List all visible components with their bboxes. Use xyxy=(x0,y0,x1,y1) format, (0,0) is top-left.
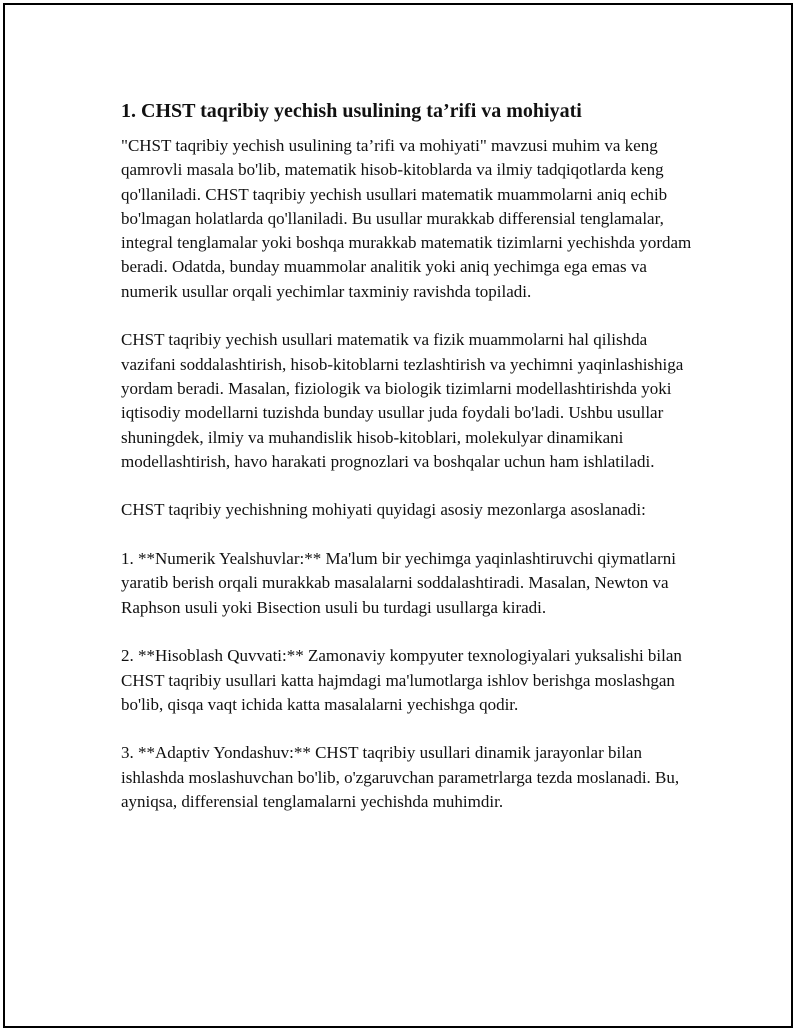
document-body xyxy=(121,98,695,839)
list-item-computing-power: 2. **Hisoblash Quvvati:** Zamonaviy kompyuter texnologiyalari yuksalishi bilan CHST taqribiy usullari katta hajmdagi ma'lumotlarga ishlov berishga moslashgan bo'lib, qisqa vaqt ichida katta masalalarni yechishga qodir. xyxy=(121,646,682,714)
paragraph-definition: "CHST taqribiy yechish usulining ta’rifi va mohiyati" mavzusi muhim va keng qamrovli masala bo'lib, matematik hisob-kitoblarda va ilmiy tadqiqotlarda keng qo'llaniladi. CHST taqribiy yechish usullari matematik muammolarni aniq echib bo'lmagan holatlarda qo'llaniladi. Bu usullar murakkab differensial tenglamalar, integral tenglamalar yoki boshqa murakkab matematik tizimlarni yechishda yordam beradi. Odatda, bunday muammolar analitik yoki aniq yechimga ega emas va numerik usullar orqali yechimlar taxminiy ravishda topiladi. xyxy=(121,136,692,301)
paragraph-applications: CHST taqribiy yechish usullari matematik va fizik muammolarni hal qilishda vazifani soddalashtirish, hisob-kitoblarni tezlashtirish va yechimni yaqinlashishiga yordam beradi. Masalan, fiziologik va biologik tizimlarni modellashtirishda yoki iqtisodiy modellarni tuzishda bunday usullar juda foydali bo'ladi. Ushbu usullar shuningdek, ilmiy va muhandislik hisob-kitoblari, molekulyar dinamikani modellashtirish, havo harakati prognozlari va boshqalar uchun ham ishlatiladi. xyxy=(121,330,684,471)
list-item-adaptive: 3. **Adaptiv Yondashuv:** CHST taqribiy usullari dinamik jarayonlar bilan ishlashda moslashuvchan bo'lib, o'zgaruvchan parametrlarga tezda moslanadi. Bu, ayniqsa, differensial tenglamalarni yechishda muhimdir. xyxy=(121,743,680,812)
section-heading: 1. CHST taqribiy yechish usulining ta’rifi va mohiyati xyxy=(121,100,582,122)
paragraph-criteria-intro: CHST taqribiy yechishning mohiyati quyidagi asosiy mezonlarga asoslanadi: xyxy=(121,500,646,520)
page-frame xyxy=(3,3,793,1028)
list-item-numerical: 1. **Numerik Yealshuvlar:** Ma'lum bir yechimga yaqinlashtiruvchi qiymatlarni yaratib berish orqali murakkab masalalarni soddalashtiradi. Masalan, Newton va Raphson usuli yoki Bisection usuli bu turdagi usullarga kiradi. xyxy=(121,549,676,617)
